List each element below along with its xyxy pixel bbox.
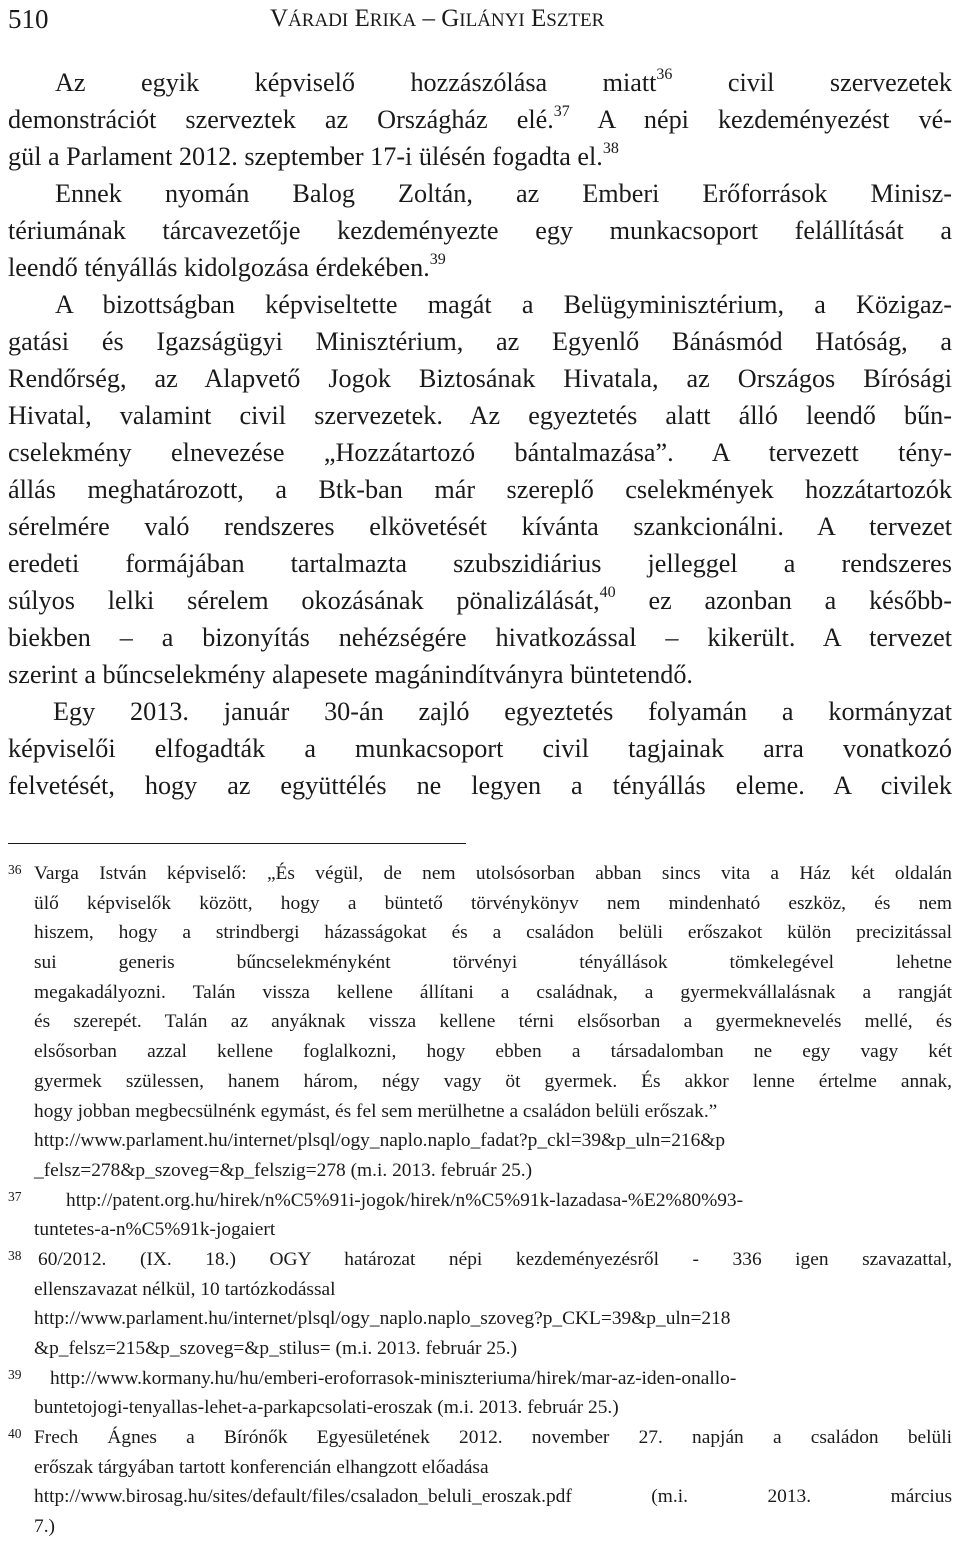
footnotes	[8, 859, 952, 1542]
footnote-number: 38	[8, 1247, 22, 1263]
footnote-ref: 38	[602, 140, 619, 157]
footnote-line: gyermek szülessen, hanem három, négy vagy öt gyermek. És akkor lenne értelme annak,	[34, 1070, 952, 1092]
footnote-number: 36	[8, 862, 22, 877]
footnote-line: Frech Ágnes a Bírónők Egyesületének 2012. november 27. napján a családon belüli	[34, 1427, 952, 1449]
body-line: Ennek nyomán Balog Zoltán, az Emberi Erőforrások Minisz-	[55, 179, 952, 208]
body-line: A bizottságban képviseltette magát a Belügyminisztérium, a Közigaz-	[55, 290, 952, 319]
footnote-link[interactable]: http://patent.org.hu/hirek/n%C5%91i-jogok/hirek/n%C5%91k-lazadasa-%E2%80%93-	[66, 1189, 744, 1211]
footnote-number: 40	[8, 1426, 22, 1442]
footnote-number: 37	[8, 1188, 22, 1204]
body-line: szerint a bűncselekmény alapesete magánindítványra büntetendő.	[8, 660, 693, 689]
body-line: Az egyik képviselő hozzászólása miatt$^{36}$ civil szervezetek	[55, 66, 952, 97]
footnote-40	[8, 1423, 952, 1542]
body-line: felvetését, hogy az együttélés ne legyen a tényállás eleme. A civilek	[8, 771, 952, 800]
body-line: gatási és Igazságügyi Minisztérium, az Egyenlő Bánásmód Hatóság, a	[8, 327, 952, 356]
footnote-link[interactable]: tuntetes-a-n%C5%91k-jogaiert	[34, 1219, 276, 1241]
body-line: Egy 2013. január 30-án zajló egyeztetés folyamán a kormányzat	[53, 697, 952, 726]
footnote-line: hogy jobban megbecsülnénk egymást, és fel sem merülhetne a családon belüli erőszak.”	[34, 1100, 718, 1122]
footnote-link[interactable]: http://www.birosag.hu/sites/default/files/csaladon_beluli_eroszak.pdf (m.i. 2013. március	[34, 1486, 952, 1508]
footnote-ref: 36	[656, 66, 673, 83]
footnote-line: elsősorban azzal kellene foglalkozni, hogy ebben a társadalomban ne egy vagy két	[34, 1041, 952, 1063]
body-line: súlyos lelki sérelem okozásának pönalizálását,$^{40}$ ez azonban a később-	[8, 584, 952, 615]
body-line: eredeti formájában tartalmazta szubszidiárius jelleggel a rendszeres	[8, 549, 952, 578]
footnote-line: 60/2012. (IX. 18.) OGY határozat népi kezdeményezésről - 336 igen szavazattal,	[38, 1248, 952, 1270]
body-line: biekben – a bizonyítás nehézségére hivatkozással – kikerült. A tervezet	[8, 623, 952, 652]
body-line: cselekmény elnevezése „Hozzátartozó bántalmazása”. A tervezett tény-	[8, 438, 952, 467]
body-line: állás meghatározott, a Btk-ban már szereplő cselekmények hozzátartozók	[8, 475, 952, 504]
page-number: 510	[8, 4, 49, 34]
footnote-line: sui generis bűncselekményként törvényi tényállások tömkelegével lehetne	[34, 952, 952, 974]
body-line: tériumának tárcavezetője kezdeményezte egy munkacsoport felállítását a	[8, 216, 952, 245]
body-line: Rendőrség, az Alapvető Jogok Biztosának Hivatala, az Országos Bírósági	[8, 364, 952, 393]
footnote-link[interactable]: &p_felsz=215&p_szoveg=&p_stilus= (m.i. 2013. február 25.)	[34, 1338, 518, 1359]
body-line: leendő tényállás kidolgozása érdekében.$^{39}$	[8, 251, 446, 282]
running-head-authors: VÁRADI ERIKA – GILÁNYI ESZTER	[270, 5, 605, 32]
footnote-line: ülő képviselők között, hogy a büntető törvénykönyv nem mindenható eszköz, és nem	[34, 892, 952, 914]
footnote-link[interactable]: http://www.parlament.hu/internet/plsql/ogy_naplo.naplo_szoveg?p_CKL=39&p_uln=218	[34, 1308, 731, 1330]
footnote-ref: 40	[599, 584, 616, 601]
footnote-line: 7.)	[34, 1516, 56, 1538]
footnote-line: erőszak tárgyában tartott konferencián elhangzott előadása	[34, 1456, 489, 1478]
footnote-37	[8, 1186, 952, 1245]
body-line: gül a Parlament 2012. szeptember 17-i ülésén fogadta el.$^{38}$	[8, 140, 619, 171]
footnote-39	[8, 1364, 952, 1423]
body-line: sérelmére való rendszeres elkövetését kívánta szankcionálni. A tervezet	[8, 512, 952, 541]
footnote-link[interactable]: http://www.kormany.hu/hu/emberi-eroforrasok-miniszteriuma/hirek/mar-az-iden-onallo-	[50, 1367, 737, 1389]
running-header	[8, 2, 952, 36]
body-line: demonstrációt szerveztek az Országház elé.$^{37}$ A népi kezdeményezést vé-	[8, 103, 952, 134]
body-text	[8, 64, 952, 804]
footnote-line: Varga István képviselő: „És végül, de nem utolsósorban abban sincs vita a Ház két oldalán	[34, 863, 952, 884]
footnote-line: ellenszavazat nélkül, 10 tartózkodással	[34, 1278, 336, 1300]
footnote-link[interactable]: http://www.parlament.hu/internet/plsql/ogy_naplo.naplo_fadat?p_ckl=39&p_uln=216&p	[34, 1130, 726, 1152]
footnote-ref: 39	[429, 251, 446, 268]
footnote-line: hiszem, hogy a strindbergi házasságokat és a családon belüli erőszakot külön precizitással	[34, 922, 952, 944]
footnote-ref: 37	[553, 103, 570, 120]
footnote-36	[8, 859, 952, 1186]
footnote-line: megakadályozni. Talán vissza kellene állítani a családnak, a gyermekvállalásnak a rangját	[34, 981, 952, 1003]
footnote-number: 39	[8, 1366, 22, 1382]
footnote-link[interactable]: buntetojogi-tenyallas-lehet-a-parkapcsolati-eroszak (m.i. 2013. február 25.)	[34, 1397, 619, 1419]
body-line: Hivatal, valamint civil szervezetek. Az egyeztetés alatt álló leendő bűn-	[8, 401, 952, 430]
body-line: képviselői elfogadták a munkacsoport civil tagjainak arra vonatkozó	[8, 734, 952, 763]
footnote-separator	[8, 843, 466, 844]
footnote-line: és szerepét. Talán az anyáknak vissza kellene térni elsősorban a gyermeknevelés mellé, és	[34, 1011, 952, 1033]
footnote-link[interactable]: _felsz=278&p_szoveg=&p_felszig=278 (m.i. 2013. február 25.)	[34, 1159, 533, 1181]
footnote-38	[8, 1245, 952, 1364]
